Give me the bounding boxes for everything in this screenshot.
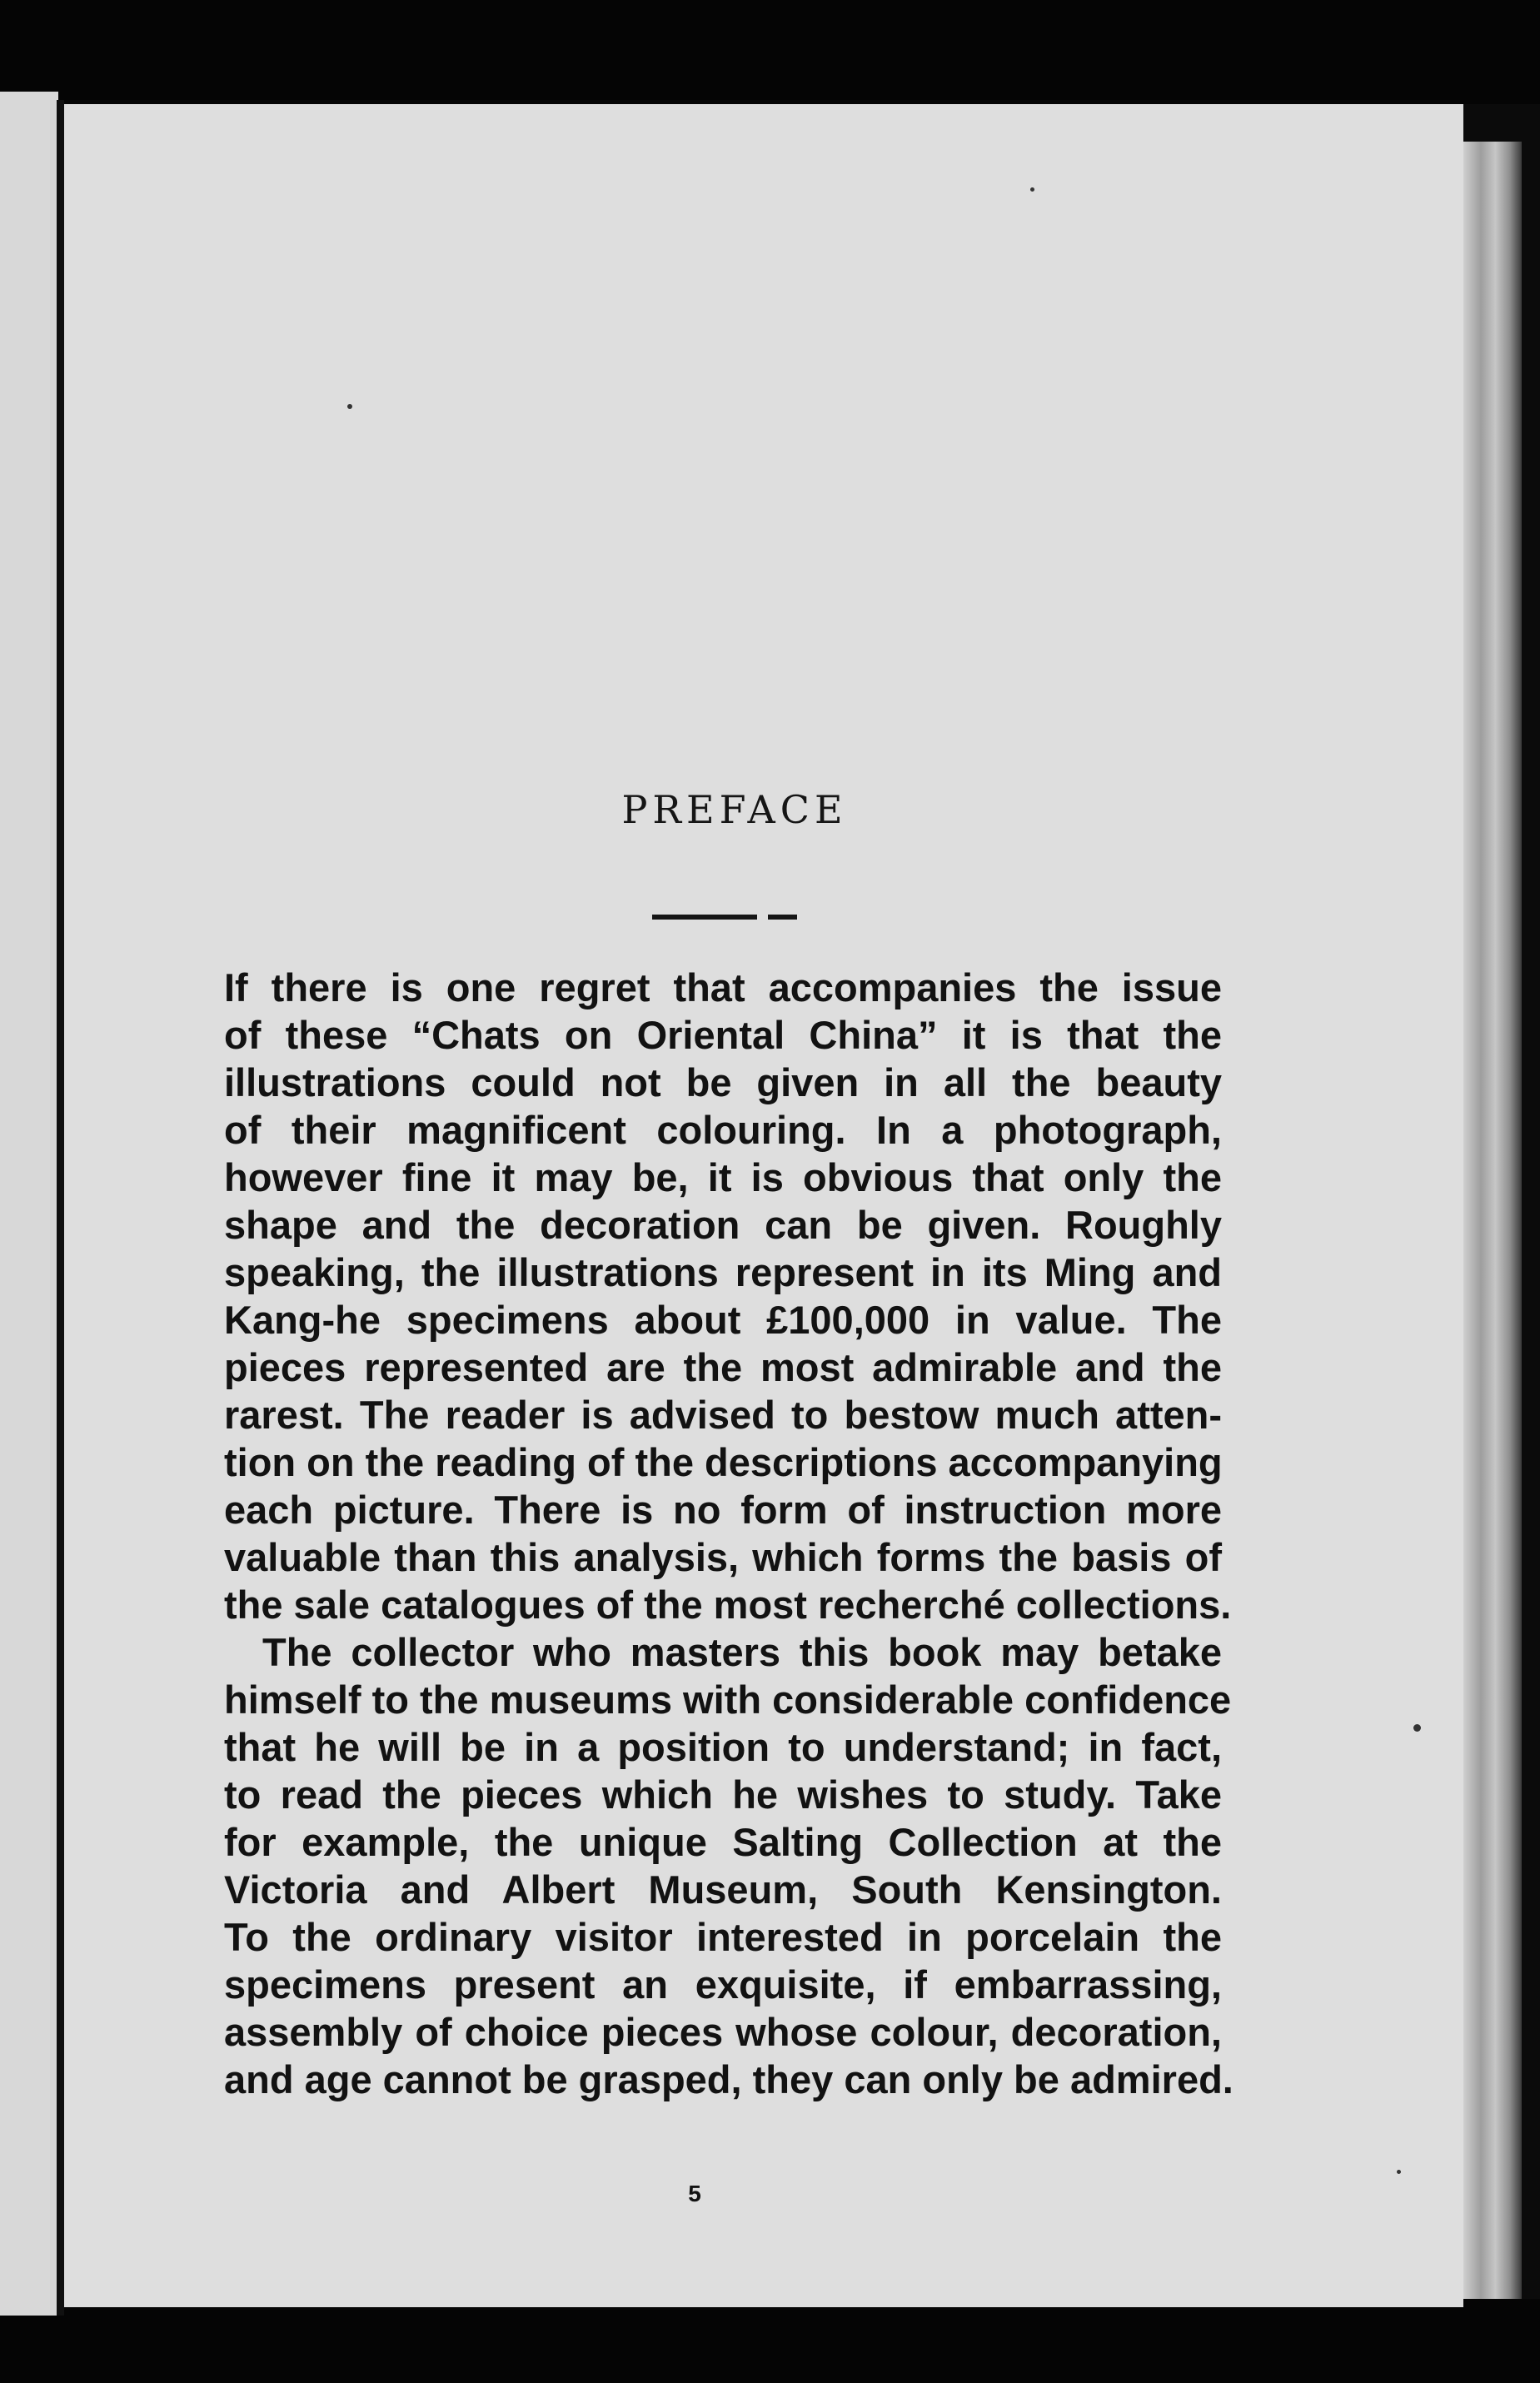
text-line: The collector who masters this book may betake xyxy=(262,1630,1222,1674)
paragraph-2 xyxy=(224,1628,1233,2103)
preface-text xyxy=(224,964,1233,2103)
text-line: and age cannot be grasped, they can only be admired. xyxy=(224,2057,1233,2101)
text-line: the sale catalogues of the most recherché collections. xyxy=(224,1583,1232,1627)
text-line: If there is one regret that accompanies the issue xyxy=(224,965,1222,1010)
scan-speck xyxy=(1413,1724,1421,1732)
facing-page-edge xyxy=(0,92,58,2316)
text-line: assembly of choice pieces whose colour, decoration, xyxy=(224,2010,1222,2054)
paragraph-1 xyxy=(224,964,1232,1628)
text-line: each picture. There is no form of instruction more xyxy=(224,1488,1222,1532)
text-line: however fine it may be, it is obvious that only the xyxy=(224,1155,1222,1199)
text-line: tion on the reading of the descriptions accompanying xyxy=(224,1440,1223,1484)
text-line: valuable than this analysis, which forms the basis of xyxy=(224,1535,1222,1579)
scan-background-bottom xyxy=(0,2299,1540,2383)
text-line: of their magnificent colouring. In a photograph, xyxy=(224,1108,1222,1152)
page-stack-edge xyxy=(1463,142,1522,2299)
text-line: himself to the museums with considerable confidence xyxy=(224,1678,1232,1722)
scan-background-top xyxy=(0,0,1540,104)
text-line: pieces represented are the most admirable and the xyxy=(224,1345,1222,1389)
text-line: for example, the unique Salting Collection at the xyxy=(224,1820,1222,1864)
title-rule-short xyxy=(768,915,797,920)
text-line: to read the pieces which he wishes to study. Take xyxy=(224,1772,1222,1817)
scan-speck xyxy=(1397,2170,1401,2174)
title-rule xyxy=(652,915,757,920)
book-page xyxy=(64,104,1463,2307)
text-line: specimens present an exquisite, if embarrassing, xyxy=(224,1962,1222,2007)
text-line: Kang-he specimens about £100,000 in value. The xyxy=(224,1298,1222,1342)
text-line: illustrations could not be given in all the beauty xyxy=(224,1060,1222,1104)
text-line: speaking, the illustrations represent in its Ming and xyxy=(224,1250,1222,1294)
page-title: PREFACE xyxy=(621,787,848,832)
text-line: Victoria and Albert Museum, South Kensington. xyxy=(224,1867,1222,1912)
scan-speck xyxy=(347,404,352,409)
text-line: of these “Chats on Oriental China” it is that the xyxy=(224,1013,1222,1057)
book-spine-line xyxy=(57,100,64,2316)
text-line: To the ordinary visitor interested in porcelain the xyxy=(224,1915,1222,1959)
scan-speck xyxy=(1030,187,1034,192)
page-number: 5 xyxy=(688,2181,701,2206)
text-line: that he will be in a position to understand; in fact, xyxy=(224,1725,1222,1769)
text-line: rarest. The reader is advised to bestow much atten- xyxy=(224,1393,1222,1437)
text-line: shape and the decoration can be given. Roughly xyxy=(224,1203,1222,1247)
